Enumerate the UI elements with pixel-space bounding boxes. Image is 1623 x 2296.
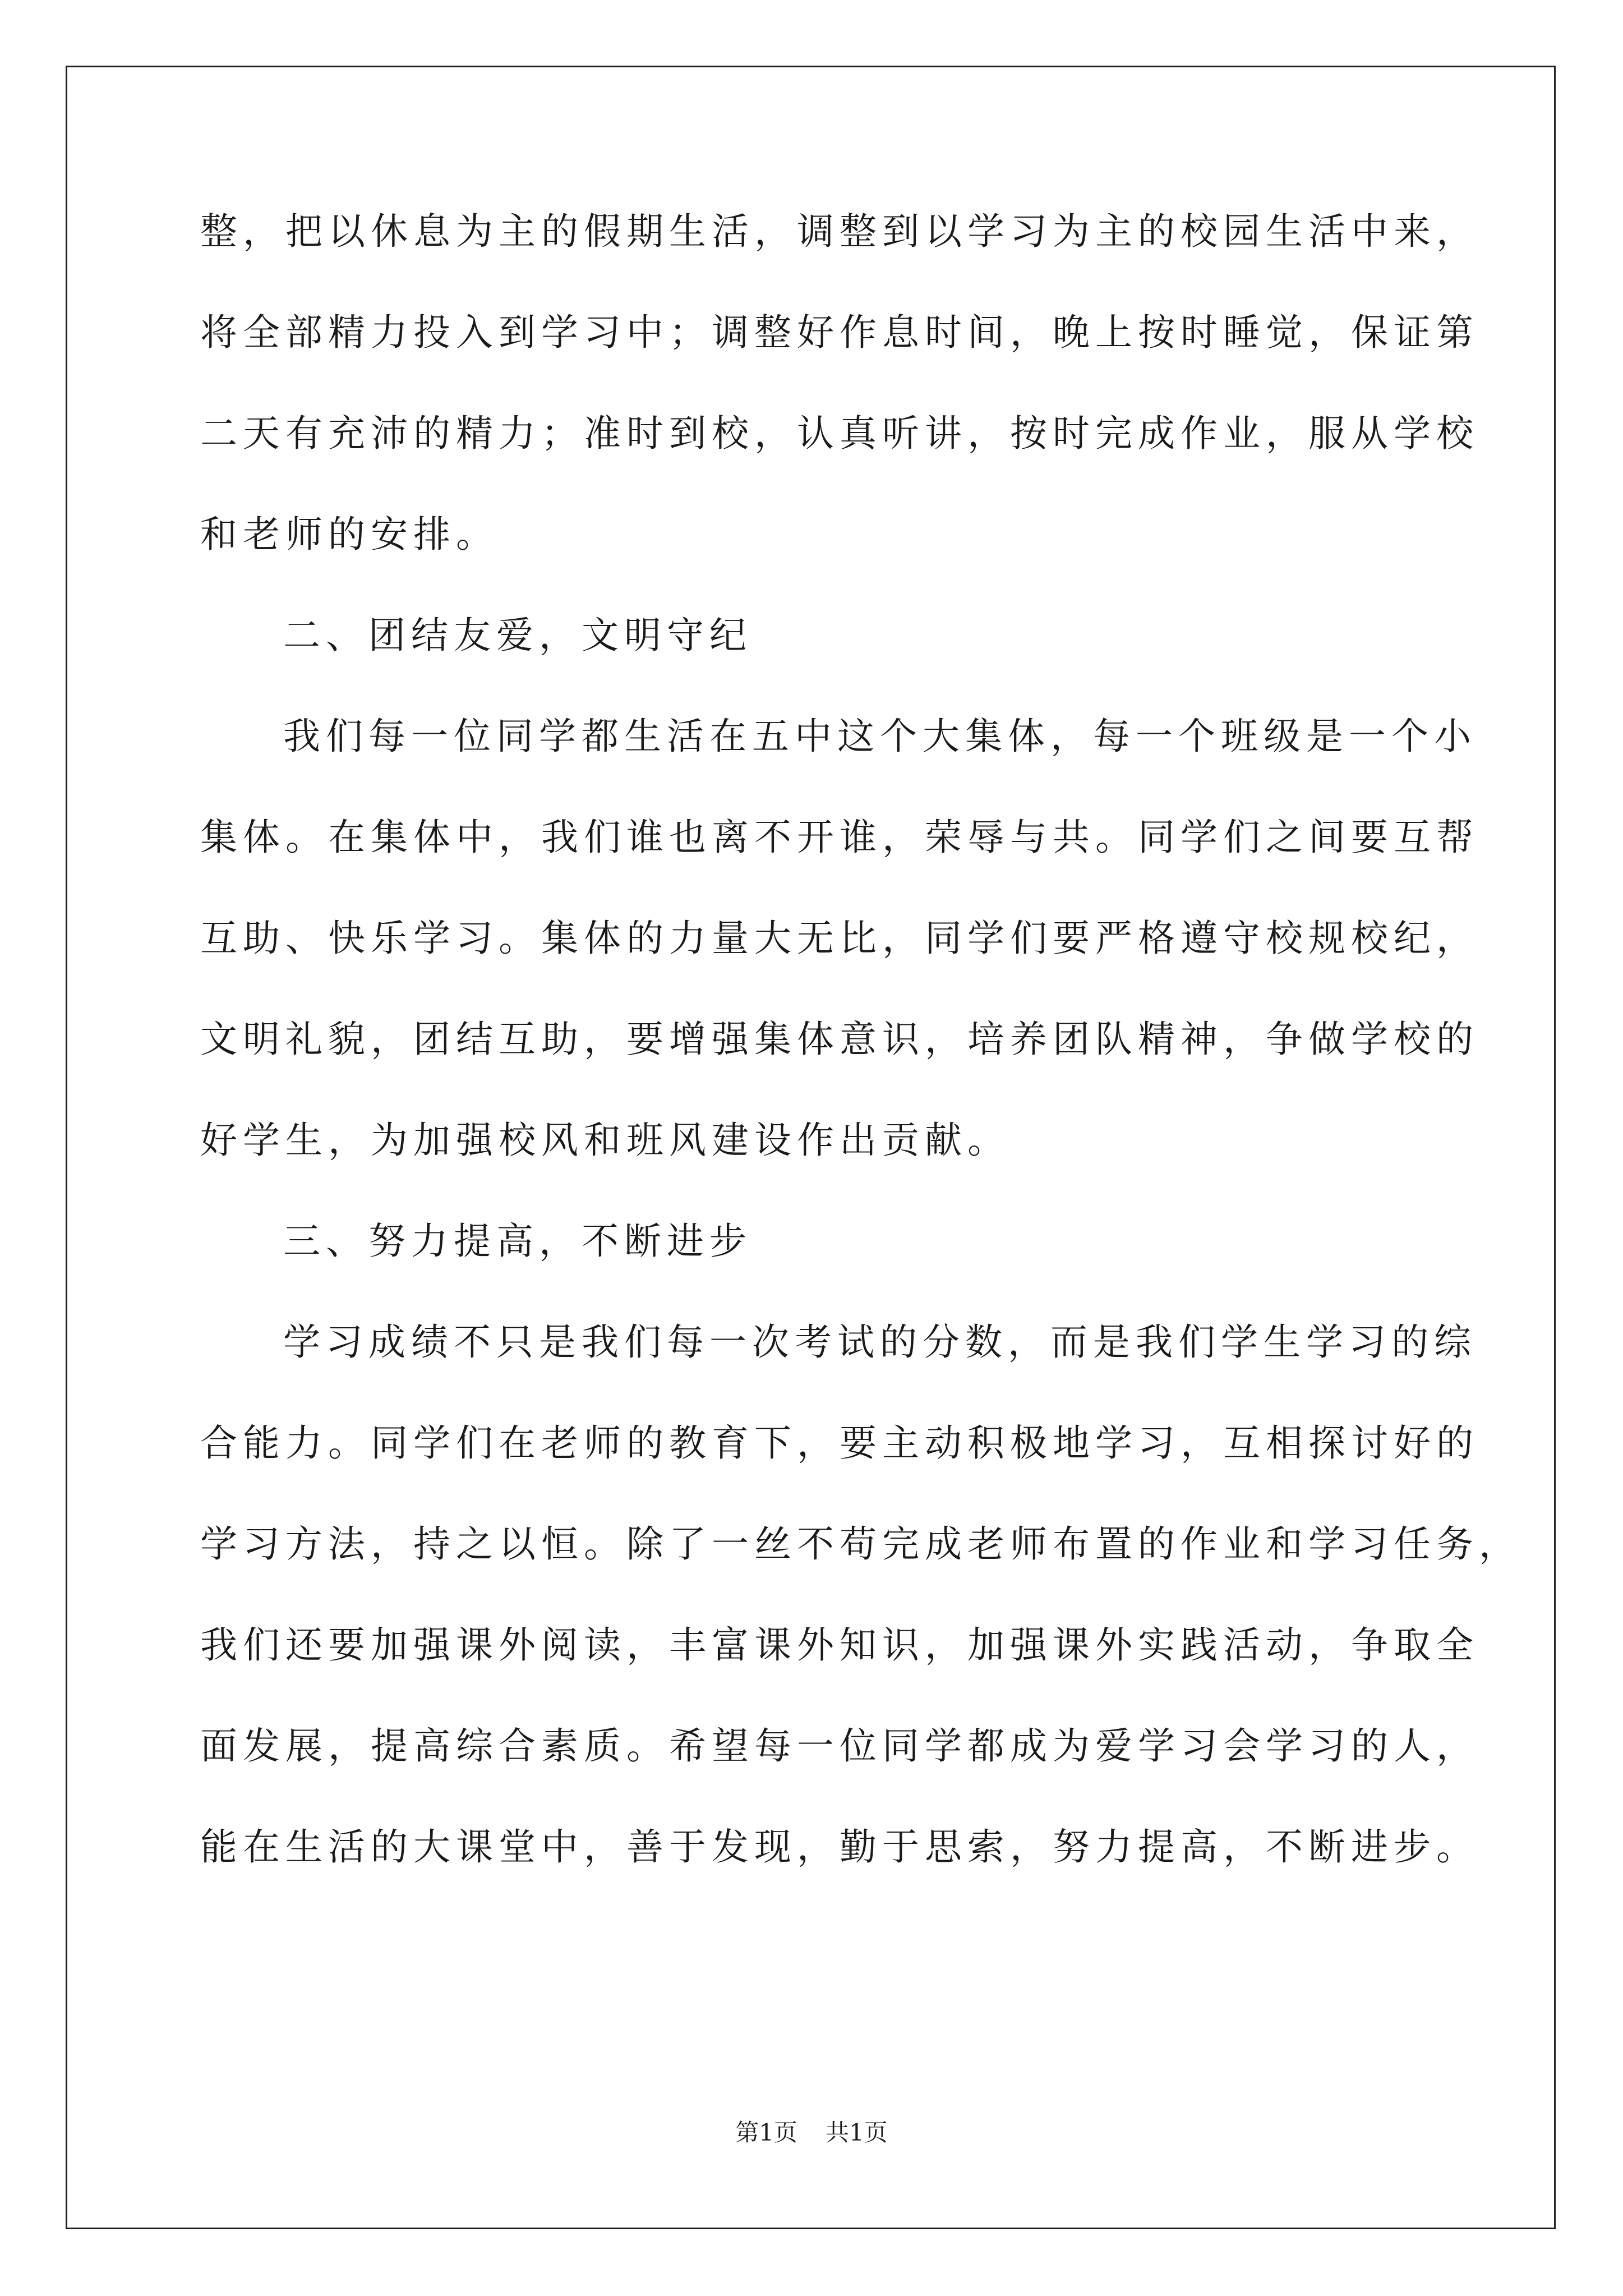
text-line: 我们每一位同学都生活在五中这个大集体，每一个班级是一个小 <box>283 715 1477 758</box>
text-line: 学习方法，持之以恒。除了一丝不苟完成老师布置的作业和学习任务， <box>200 1522 1521 1566</box>
text-line: 合能力。同学们在老师的教育下，要主动积极地学习，互相探讨好的 <box>200 1421 1479 1465</box>
section-heading: 二、团结友爱，文明守纪 <box>283 614 752 657</box>
text-line: 我们还要加强课外阅读，丰富课外知识，加强课外实践活动，争取全 <box>200 1623 1479 1667</box>
text-line: 集体。在集体中，我们谁也离不开谁，荣辱与共。同学们之间要互帮 <box>200 816 1479 859</box>
text-line: 学习成绩不只是我们每一次考试的分数，而是我们学生学习的综 <box>283 1320 1477 1364</box>
page-footer <box>0 2119 1623 2146</box>
page-total: 共1页 <box>826 2119 888 2146</box>
text-line: 将全部精力投入到学习中；调整好作息时间，晚上按时睡觉，保证第 <box>200 311 1479 354</box>
text-line: 能在生活的大课堂中，善于发现，勤于思索，努力提高，不断进步。 <box>200 1825 1479 1869</box>
text-line: 互助、快乐学习。集体的力量大无比，同学们要严格遵守校规校纪， <box>200 917 1479 960</box>
text-line: 好学生，为加强校风和班风建设作出贡献。 <box>200 1119 1010 1162</box>
section-heading: 三、努力提高，不断进步 <box>283 1220 752 1263</box>
page-number: 第1页 <box>735 2119 797 2146</box>
text-line: 整，把以休息为主的假期生活，调整到以学习为主的校园生活中来， <box>200 210 1479 253</box>
text-line: 文明礼貌，团结互助，要增强集体意识，培养团队精神，争做学校的 <box>200 1018 1479 1061</box>
text-line: 和老师的安排。 <box>200 513 499 556</box>
text-line: 面发展，提高综合素质。希望每一位同学都成为爱学习会学习的人， <box>200 1724 1479 1768</box>
text-line: 二天有充沛的精力；准时到校，认真听讲，按时完成作业，服从学校 <box>200 412 1479 455</box>
document-body <box>200 210 1521 1930</box>
